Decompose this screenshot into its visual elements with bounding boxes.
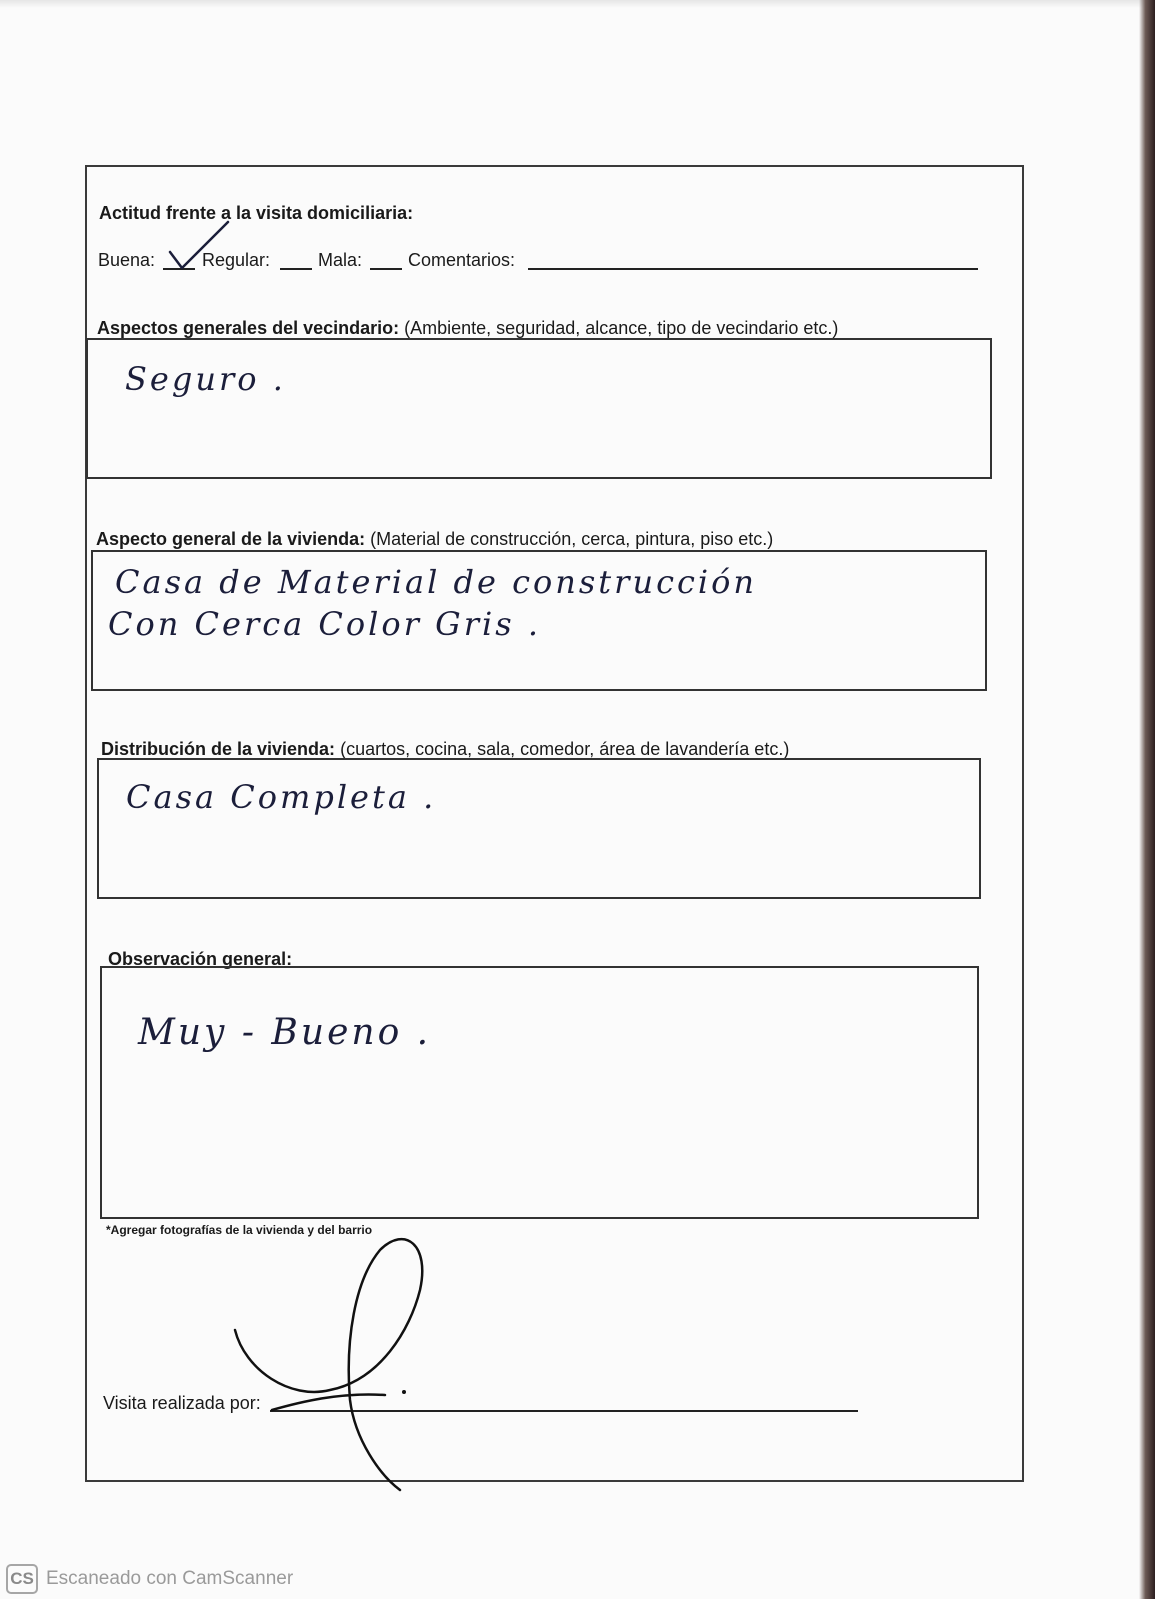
neighborhood-answer: Seguro . bbox=[125, 360, 286, 398]
signature-dot-icon bbox=[402, 1390, 406, 1394]
housing-aspect-answer-line1: Casa de Material de construcción bbox=[115, 563, 758, 601]
comentarios-label: Comentarios: bbox=[408, 250, 516, 270]
check-mark-icon bbox=[170, 222, 228, 268]
neighborhood-label: Aspectos generales del vecindario: (Ambiente, seguridad, alcance, tipo de vecindario etc.) bbox=[97, 318, 839, 338]
attitude-title: Actitud frente a la visita domiciliaria: bbox=[99, 203, 414, 223]
distribution-label: Distribución de la vivienda: (cuartos, cocina, sala, comedor, área de lavandería etc.) bbox=[101, 739, 790, 759]
buena-label: Buena: bbox=[98, 250, 156, 270]
housing-aspect-label: Aspecto general de la vivienda: (Material de construcción, cerca, pintura, piso etc.) bbox=[96, 529, 774, 549]
observation-answer: Muy - Bueno . bbox=[138, 1012, 432, 1053]
distribution-answer: Casa Completa . bbox=[126, 778, 437, 816]
regular-label: Regular: bbox=[202, 250, 271, 270]
photo-note: *Agregar fotografías de la vivienda y del barrio bbox=[106, 1223, 373, 1237]
visit-by-label: Visita realizada por: bbox=[103, 1393, 261, 1413]
signature-icon bbox=[235, 1239, 422, 1490]
mala-label: Mala: bbox=[318, 250, 363, 270]
camscanner-logo-icon: CS bbox=[6, 1564, 38, 1594]
camscanner-footer bbox=[6, 1562, 293, 1596]
housing-aspect-answer-line2: Con Cerca Color Gris . bbox=[108, 605, 541, 643]
observation-label: Observación general: bbox=[108, 949, 293, 969]
camscanner-text: Escaneado con CamScanner bbox=[46, 1568, 294, 1589]
